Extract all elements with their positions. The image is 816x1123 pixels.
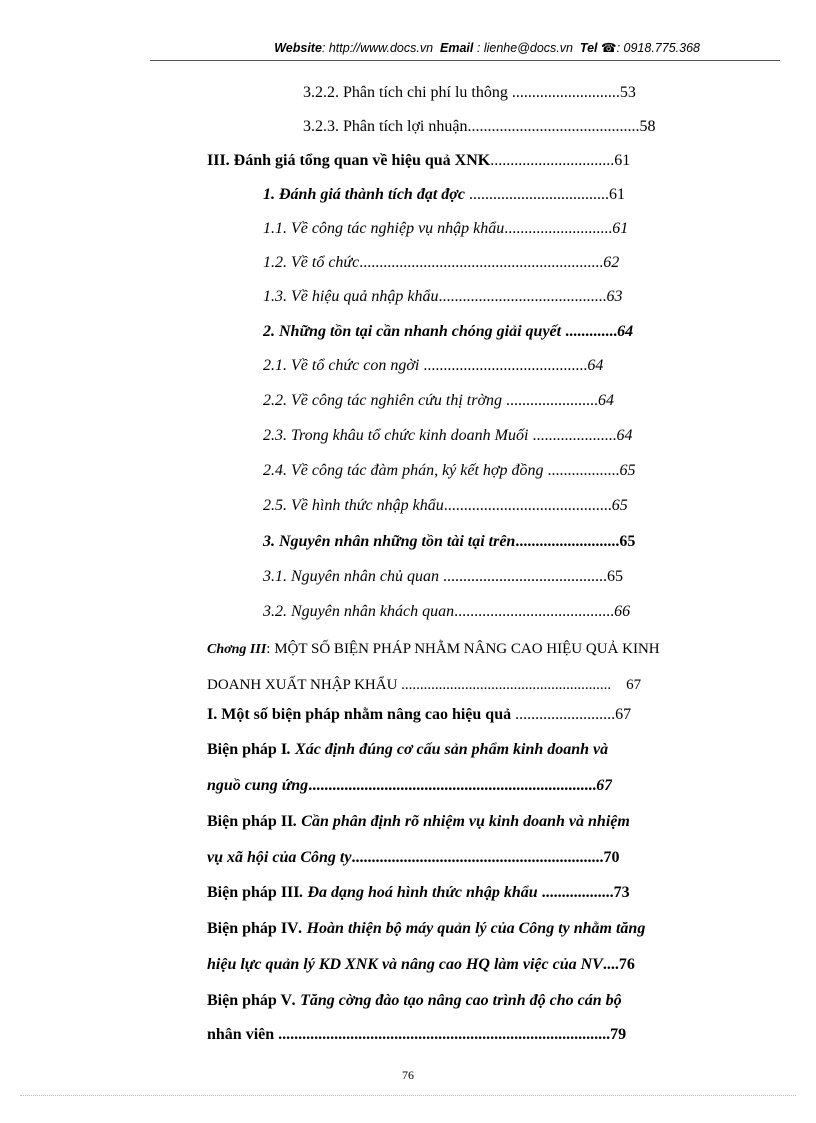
tel-value: : 0918.775.368	[616, 41, 700, 55]
toc-page-number: 65	[619, 462, 636, 479]
toc-page-number: 64	[598, 392, 614, 409]
toc-page-number: 70	[603, 849, 620, 866]
toc-page-number: 67	[615, 706, 632, 723]
page-header	[150, 40, 780, 60]
toc-page-number: 53	[619, 84, 636, 101]
email-label: Email	[440, 41, 474, 55]
toc-leader: ..........................................	[443, 497, 612, 514]
toc-entry-2[interactable]	[263, 319, 633, 345]
toc-page-number: 67	[596, 777, 613, 794]
toc-entry-label: 1.3. Về hiệu quả nhập khẩu	[263, 288, 439, 305]
measure-title: . Hoàn thiện bộ máy quản lý của Công ty nhằm tăng	[298, 920, 646, 937]
toc-entry-3-2-2[interactable]	[303, 80, 636, 106]
email-value: : lienhe@docs.vn	[476, 41, 573, 55]
toc-measure-2-line1[interactable]	[207, 809, 630, 835]
toc-page-number: 61	[614, 152, 631, 169]
toc-entry-2-2[interactable]	[263, 388, 614, 414]
toc-page-number: 76	[618, 956, 635, 973]
page-bottom-divider	[20, 1095, 796, 1096]
toc-entry-label: I. Một số biện pháp nhằm nâng cao hiệu quả	[207, 706, 512, 723]
toc-page-number: 64	[617, 323, 634, 340]
toc-entry-1-3[interactable]	[263, 284, 623, 310]
toc-entry-label: 2.2. Về công tác nghiên cứu thị trờng	[263, 392, 502, 409]
toc-page-number: 67	[626, 677, 642, 693]
toc-leader: .......................	[502, 392, 598, 409]
toc-measure-4-line1[interactable]	[207, 916, 645, 942]
toc-leader: .........................................	[438, 568, 607, 585]
chapter-title-cont: DOANH XUẤT NHẬP KHẨU ........................................................	[207, 677, 612, 693]
toc-chapter-iii-line1[interactable]	[207, 636, 660, 662]
toc-leader: ...........................	[507, 84, 620, 101]
toc-page-number: 65	[606, 568, 623, 585]
toc-entry-1[interactable]	[263, 182, 625, 208]
toc-measure-1-line1[interactable]	[207, 737, 608, 763]
toc-leader: ...................................	[464, 186, 609, 203]
toc-entry-label: 3.1. Nguyên nhân chủ quan	[263, 568, 439, 585]
toc-page-number: 61	[612, 220, 629, 237]
measure-title-cont: nhân viên	[207, 1026, 275, 1043]
measure-title-cont: nguồ cung ứng	[207, 777, 309, 794]
toc-entry-2-1[interactable]	[263, 353, 603, 379]
toc-page-number: 79	[610, 1026, 627, 1043]
toc-leader: .........................	[511, 706, 616, 723]
toc-measure-2-line2[interactable]	[207, 845, 619, 871]
toc-entry-2-4[interactable]	[263, 458, 635, 484]
toc-leader: ....	[602, 956, 619, 973]
toc-page-number: 73	[613, 884, 630, 901]
page-number: 76	[402, 1068, 414, 1082]
website-label: Website	[274, 41, 322, 55]
toc-page-number: 64	[616, 427, 633, 444]
toc-page-number: 63	[606, 288, 623, 305]
toc-entry-label: 2.5. Về hình thức nhập khẩu	[263, 497, 444, 514]
toc-entry-3-2-3[interactable]	[303, 114, 655, 140]
toc-leader: ...................................................................................	[274, 1026, 611, 1043]
website-value: : http://www.docs.vn	[321, 41, 434, 55]
toc-chapter-iii-line2[interactable]	[207, 672, 641, 698]
toc-leader: ..................	[537, 884, 614, 901]
measure-title-cont: hiệu lực quản lý KD XNK và nâng cao HQ làm việc của NV	[207, 956, 603, 973]
toc-entry-label: III. Đánh giá tổng quan về hiệu quả XNK	[207, 152, 491, 169]
header-divider	[150, 60, 780, 61]
toc-entry-label: 1. Đánh giá thành tích đạt đợc	[263, 186, 465, 203]
measure-lead: Biện pháp II	[207, 813, 294, 830]
toc-leader: ..................	[543, 462, 620, 479]
measure-title: . Tăng cờng đào tạo nâng cao trình độ cho cán bộ	[292, 992, 622, 1009]
toc-leader: ..........................................	[438, 288, 607, 305]
toc-page-number: 65	[619, 533, 636, 550]
tel-label: Tel	[579, 41, 598, 55]
measure-title: . Cần phân định rõ nhiệm vụ kinh doanh và nhiệm	[293, 813, 630, 830]
phone-icon: ☎	[601, 41, 617, 55]
measure-lead: Biện pháp III	[207, 884, 300, 901]
toc-entry-3[interactable]	[263, 529, 635, 555]
toc-leader: .........................................	[419, 357, 588, 374]
toc-leader: ...........................................	[467, 118, 640, 135]
toc-entry-label: 3.2.3. Phân tích lợi nhuận	[303, 118, 468, 135]
toc-leader: ..........................	[515, 533, 620, 550]
measure-title: . Xác định đúng cơ cấu sản phẩm kinh doanh và	[287, 741, 609, 758]
toc-entry-label: 2.3. Trong khâu tổ chức kinh doanh Muối	[263, 427, 529, 444]
toc-leader: .............	[561, 323, 618, 340]
toc-entry-label: 3.2. Nguyên nhân khách quan	[263, 603, 455, 620]
toc-page-number: 61	[608, 186, 625, 203]
toc-leader: .....................	[528, 427, 617, 444]
toc-page-number: 58	[639, 118, 656, 135]
toc-measure-5-line1[interactable]	[207, 988, 622, 1014]
measure-title: . Đa dạng hoá hình thức nhập khẩu	[299, 884, 538, 901]
toc-entry-1-2[interactable]	[263, 250, 619, 276]
toc-entry-1-1[interactable]	[263, 216, 628, 242]
toc-measure-5-line2[interactable]	[207, 1022, 626, 1048]
toc-page-number: 65	[611, 497, 628, 514]
measure-lead: Biện pháp IV	[207, 920, 299, 937]
toc-entry-label: 2.4. Về công tác đàm phán, ký kết hợp đồng	[263, 462, 544, 479]
toc-entry-label: 1.2. Về tổ chức	[263, 254, 360, 271]
toc-page-number: 64	[587, 357, 604, 374]
toc-page-number: 62	[603, 254, 620, 271]
toc-measure-1-line2[interactable]	[207, 773, 612, 799]
toc-entry-3-1[interactable]	[263, 564, 623, 590]
chapter-title: : MỘT SỐ BIỆN PHÁP NHẰM NÂNG CAO HIỆU QUẢ KINH	[266, 641, 660, 657]
toc-measure-4-line2[interactable]	[207, 952, 635, 978]
toc-leader: ........................................................................	[308, 777, 597, 794]
toc-entry-i[interactable]	[207, 702, 631, 728]
toc-entry-label: 2. Những tồn tại cần nhanh chóng giải quyết	[263, 323, 562, 340]
toc-entry-label: 3.2.2. Phân tích chi phí lu thông	[303, 84, 508, 101]
measure-lead: Biện pháp V	[207, 992, 293, 1009]
measure-title-cont: vụ xã hội của Công ty	[207, 849, 352, 866]
toc-entry-label: 1.1. Về công tác nghiệp vụ nhập khẩu	[263, 220, 505, 237]
toc-measure-3[interactable]	[207, 880, 630, 906]
toc-page-number: 66	[614, 603, 631, 620]
toc-entry-2-5[interactable]	[263, 493, 628, 519]
toc-entry-2-3[interactable]	[263, 423, 632, 449]
toc-leader: .............................................................	[359, 254, 604, 271]
toc-entry-iii[interactable]	[207, 148, 630, 174]
toc-leader: ...............................................................	[351, 849, 604, 866]
toc-entry-label: 2.1. Về tổ chức con ngời	[263, 357, 420, 374]
toc-entry-3-2[interactable]	[263, 599, 630, 625]
toc-leader: ........................................	[454, 603, 615, 620]
toc-entry-label: 3. Nguyên nhân những tồn tài tại trên	[263, 533, 516, 550]
measure-lead: Biện pháp I	[207, 741, 288, 758]
chapter-prefix: Chơng III	[207, 642, 267, 657]
toc-leader: ...........................	[504, 220, 613, 237]
toc-leader: ...............................	[490, 152, 615, 169]
